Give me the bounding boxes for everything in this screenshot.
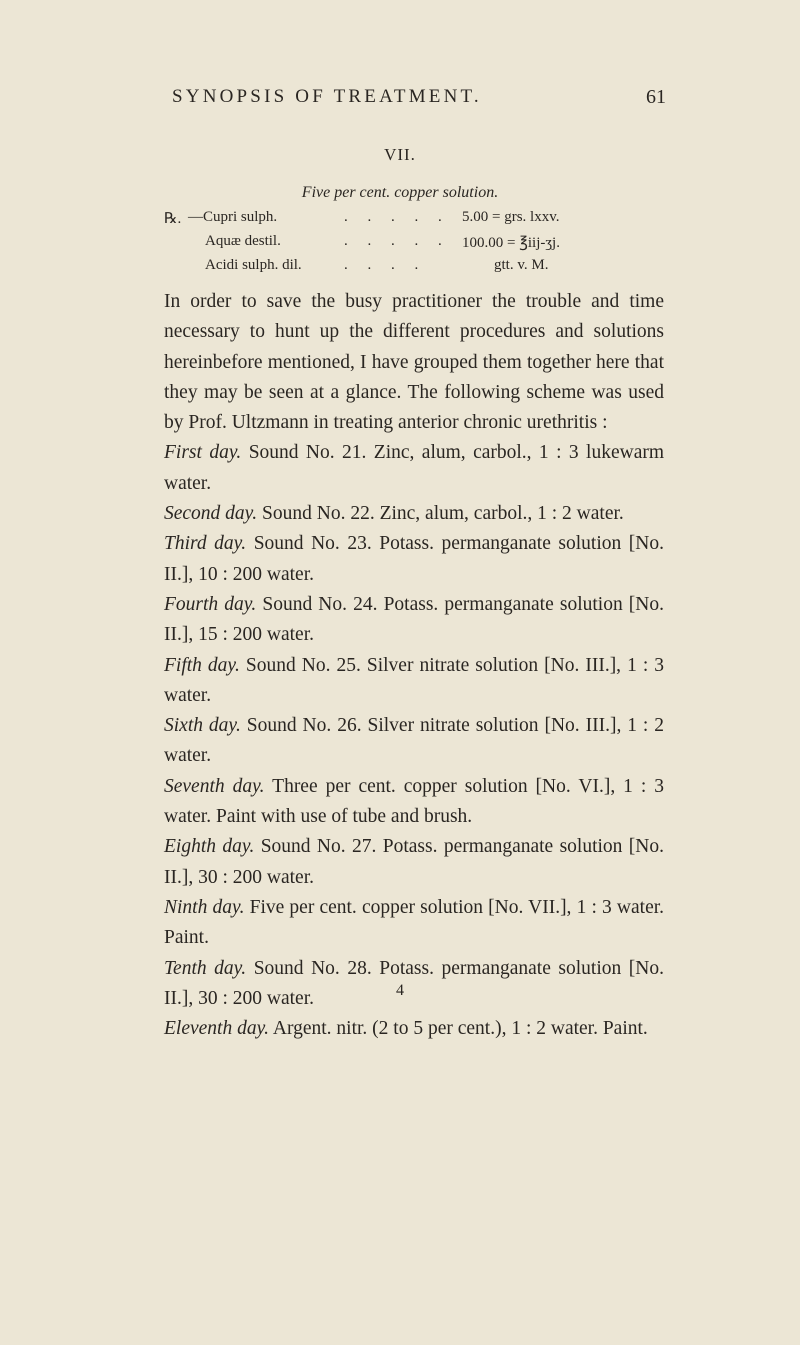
day-label: Second day.	[164, 503, 258, 525]
day-label: Fifth day.	[164, 654, 240, 676]
day-label: Eighth day.	[164, 836, 255, 858]
prescription-row	[164, 257, 664, 281]
ingredient-quantity: gtt. v. M.	[494, 257, 549, 273]
day-text: Five per cent. copper solution [No. VII.], 1 : 3 water. Paint.	[164, 896, 665, 949]
signature-mark: 4	[396, 982, 404, 999]
day-entry	[164, 772, 664, 833]
recipe-title: Five per cent. copper solution.	[301, 184, 499, 201]
section-number: VII.	[384, 145, 416, 164]
prescription	[164, 209, 664, 281]
day-text: Sound No. 24. Potass. permanganate solution [No. II.], 15 : 200 water.	[164, 593, 665, 646]
ingredient-quantity: 100.00 = ℥iij-ʒj.	[462, 235, 560, 251]
day-entry	[164, 1014, 664, 1044]
running-title: SYNOPSIS OF TREATMENT.	[172, 86, 482, 107]
day-entry	[164, 651, 664, 712]
day-text: Sound No. 23. Potass. permanganate solution [No. II.], 10 : 200 water.	[164, 533, 665, 585]
ingredient-name: —Cupri sulph.	[188, 209, 278, 225]
page-number: 61	[646, 86, 666, 108]
day-entry	[164, 499, 664, 529]
ingredient-name: Aquæ destil.	[205, 233, 281, 249]
day-entry	[164, 529, 664, 590]
prescription-row	[164, 209, 664, 233]
day-text: Argent. nitr. (2 to 5 per cent.), 1 : 2 water. Paint.	[272, 1018, 648, 1040]
day-text: Sound No. 25. Silver nitrate solution [No. III.], 1 : 3 water.	[164, 654, 665, 706]
day-text: Sound No. 27. Potass. permanganate solution [No. II.], 30 : 200 water.	[164, 836, 664, 888]
page-header	[0, 86, 800, 116]
day-label: Fourth day.	[164, 593, 257, 615]
day-entry	[164, 893, 664, 954]
day-label: Tenth day.	[164, 957, 247, 979]
leader-dots: . . . . .	[344, 233, 450, 249]
leader-dots: . . . .	[344, 257, 427, 273]
prescription-row	[164, 233, 664, 257]
day-label: Seventh day.	[164, 775, 265, 797]
intro-paragraph: In order to save the busy practitioner the trouble and time necessary to hunt up the different procedures and solutions hereinbefore mentioned, I have grouped them together here that they may be seen at a glance. The following scheme was used by Prof. Ultzmann in treating anterior chronic urethritis :	[164, 291, 664, 434]
day-text: Sound No. 21. Zinc, alum, carbol., 1 : 3 lukewarm water.	[164, 442, 665, 494]
day-entry	[164, 832, 664, 893]
day-label: Ninth day.	[164, 896, 245, 918]
day-label: Eleventh day.	[164, 1018, 270, 1040]
leader-dots: . . . . .	[344, 209, 450, 225]
day-text: Sound No. 26. Silver nitrate solution [No. III.], 1 : 2 water.	[164, 715, 665, 767]
day-label: Sixth day.	[164, 715, 241, 737]
day-label: First day.	[164, 442, 242, 464]
body-text	[164, 287, 664, 1044]
day-entry	[164, 711, 664, 772]
day-text: Three per cent. copper solution [No. VI.], 1 : 3 water. Paint with use of tube and brush.	[164, 775, 664, 828]
day-text: Sound No. 28. Potass. permanganate solution [No. II.], 30 : 200 water.	[164, 957, 665, 1009]
day-entry	[164, 590, 664, 651]
day-text: Sound No. 22. Zinc, alum, carbol., 1 : 2 water.	[262, 503, 624, 525]
ingredient-name: Acidi sulph. dil.	[205, 257, 302, 273]
recipe-symbol: ℞.	[164, 211, 182, 227]
ingredient-quantity: 5.00 = grs. lxxv.	[462, 209, 560, 225]
day-label: Third day.	[164, 533, 247, 555]
day-entry	[164, 438, 664, 499]
